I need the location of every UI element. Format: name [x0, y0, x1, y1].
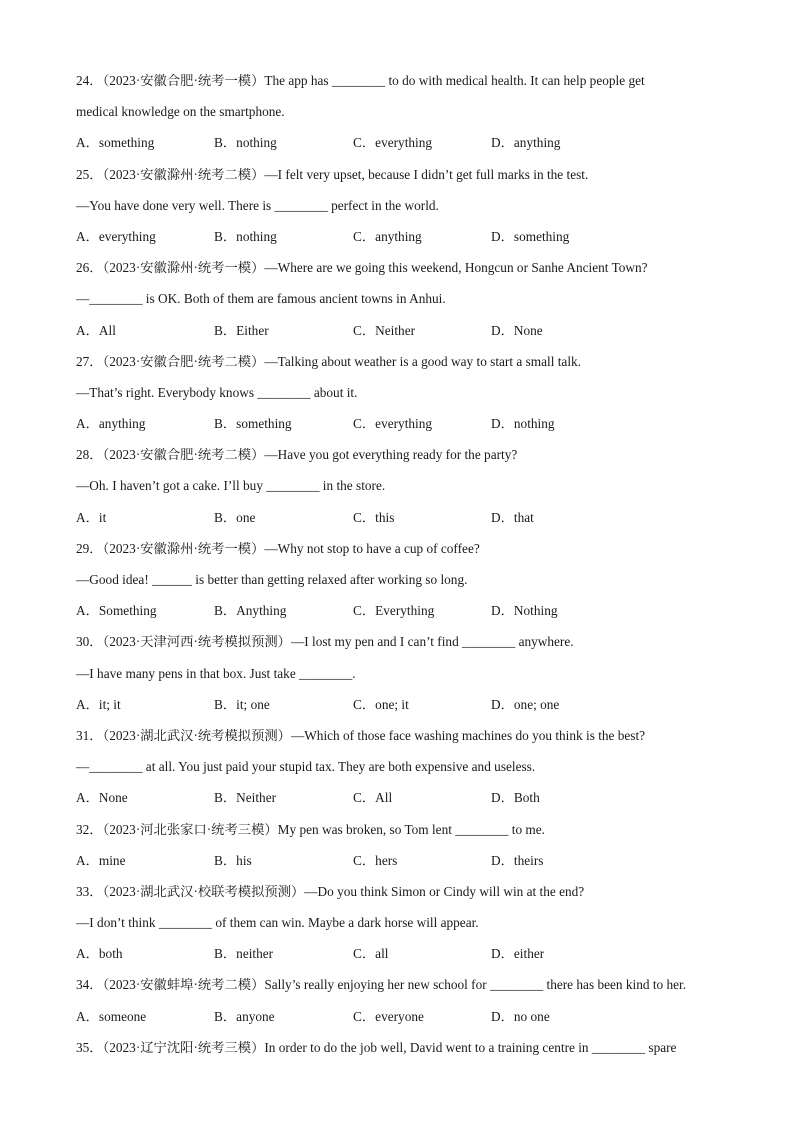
option-d: D．that: [491, 509, 534, 525]
options-row: [76, 221, 734, 252]
option-b: B．Neither: [214, 790, 277, 806]
question-stem-line: —________ is OK. Both of them are famous ancient towns in Anhui.: [76, 291, 446, 307]
options-row: [76, 595, 734, 626]
question-stem-line: 34．（2023·安徽蚌埠·统考二模）Sally’s really enjoying her new school for ________ there has been kind to her.: [76, 977, 687, 993]
option-a: A．it; it: [76, 696, 121, 712]
question-stem-line: —You have done very well. There is ________ perfect in the world.: [76, 197, 439, 213]
option-b: B．Either: [214, 322, 269, 338]
question-stem-line: 33．（2023·湖北武汉·校联考模拟预测）—Do you think Simon or Cindy will win at the end?: [76, 883, 585, 899]
option-c: C．everything: [353, 135, 433, 151]
question-34: [76, 969, 734, 1031]
question-stem-line: —Oh. I haven’t got a cake. I’ll buy ________ in the store.: [76, 478, 386, 494]
option-b: B．something: [214, 416, 292, 432]
option-b: B．Anything: [214, 603, 287, 619]
option-b: B．nothing: [214, 135, 277, 151]
option-b: B．his: [214, 852, 252, 868]
option-c: C．this: [353, 509, 395, 525]
option-a: A．both: [76, 946, 123, 962]
options-row: [76, 1001, 734, 1032]
question-stem-line: 29．（2023·安徽滁州·统考一模）—Why not stop to have a cup of coffee?: [76, 540, 480, 556]
option-a: A．everything: [76, 228, 156, 244]
option-b: B．nothing: [214, 228, 277, 244]
question-stem-line: —That’s right. Everybody knows ________ about it.: [76, 384, 358, 400]
question-stem-line: 26．（2023·安徽滁州·统考一模）—Where are we going this weekend, Hongcun or Sanhe Ancient Town?: [76, 260, 648, 276]
option-a: A．it: [76, 509, 107, 525]
option-a: A．All: [76, 322, 116, 338]
question-stem-line: 24．（2023·安徽合肥·统考一模）The app has ________ to do with medical health. It can help people get: [76, 73, 645, 88]
option-a: A．something: [76, 135, 155, 151]
option-c: C．one; it: [353, 696, 409, 712]
options-row: [76, 315, 734, 346]
option-d: D．one; one: [491, 696, 560, 712]
question-35: [76, 1032, 734, 1063]
question-stem-line: 28．（2023·安徽合肥·统考二模）—Have you got everything ready for the party?: [76, 447, 518, 463]
option-c: C．everyone: [353, 1008, 424, 1024]
option-c: C．Everything: [353, 603, 435, 619]
options-row: [76, 408, 734, 439]
option-d: D．None: [491, 322, 543, 338]
option-d: D．Nothing: [491, 603, 558, 619]
question-32: [76, 814, 734, 876]
question-31: [76, 720, 734, 814]
question-24: [76, 65, 734, 159]
option-b: B．anyone: [214, 1008, 275, 1024]
question-26: [76, 252, 734, 346]
option-d: D．anything: [491, 135, 561, 151]
options-row: [76, 938, 734, 969]
option-b: B．one: [214, 509, 256, 525]
option-c: C．everything: [353, 416, 433, 432]
option-c: C．hers: [353, 852, 398, 868]
option-c: C．anything: [353, 228, 422, 244]
option-a: A．Something: [76, 603, 157, 619]
question-stem-line: —I have many pens in that box. Just take ________.: [76, 665, 356, 681]
option-d: D．nothing: [491, 416, 555, 432]
option-d: D．Both: [491, 790, 540, 806]
question-stem-line: —Good idea! ______ is better than getting relaxed after working so long.: [76, 572, 468, 587]
question-stem-line: 31．（2023·湖北武汉·统考模拟预测）—Which of those face washing machines do you think is the best?: [76, 727, 646, 743]
question-stem-line: 27．（2023·安徽合肥·统考二模）—Talking about weather is a good way to start a small talk.: [76, 353, 582, 369]
options-row: [76, 845, 734, 876]
question-29: [76, 533, 734, 627]
option-c: C．All: [353, 790, 393, 806]
question-stem-line: —I don’t think ________ of them can win. Maybe a dark horse will appear.: [76, 915, 479, 931]
option-c: C．Neither: [353, 322, 416, 338]
option-d: D．no one: [491, 1008, 550, 1024]
option-d: D．something: [491, 228, 570, 244]
question-stem-line: medical knowledge on the smartphone.: [76, 104, 285, 120]
question-30: [76, 626, 734, 720]
question-stem-line: —________ at all. You just paid your stupid tax. They are both expensive and useless.: [76, 759, 536, 775]
question-27: [76, 346, 734, 440]
options-row: [76, 689, 734, 720]
option-c: C．all: [353, 946, 389, 962]
option-a: A．anything: [76, 416, 146, 432]
option-a: A．someone: [76, 1008, 147, 1024]
options-row: [76, 782, 734, 813]
option-d: D．theirs: [491, 852, 544, 868]
question-33: [76, 876, 734, 970]
question-stem-line: 35．（2023·辽宁沈阳·统考三模）In order to do the job well, David went to a training centre in ________ spare: [76, 1039, 677, 1055]
options-row: [76, 127, 734, 158]
options-row: [76, 502, 734, 533]
option-b: B．neither: [214, 946, 274, 962]
question-stem-line: 25．（2023·安徽滁州·统考二模）—I felt very upset, because I didn’t get full marks in the test.: [76, 166, 589, 182]
question-stem-line: 30．（2023·天津河西·统考模拟预测）—I lost my pen and I can’t find ________ anywhere.: [76, 634, 574, 650]
option-a: A．mine: [76, 852, 126, 868]
question-stem-line: 32．（2023·河北张家口·统考三模）My pen was broken, so Tom lent ________ to me.: [76, 821, 545, 837]
option-b: B．it; one: [214, 696, 270, 712]
option-d: D．either: [491, 946, 545, 962]
question-28: [76, 439, 734, 533]
question-25: [76, 159, 734, 253]
option-a: A．None: [76, 790, 128, 806]
